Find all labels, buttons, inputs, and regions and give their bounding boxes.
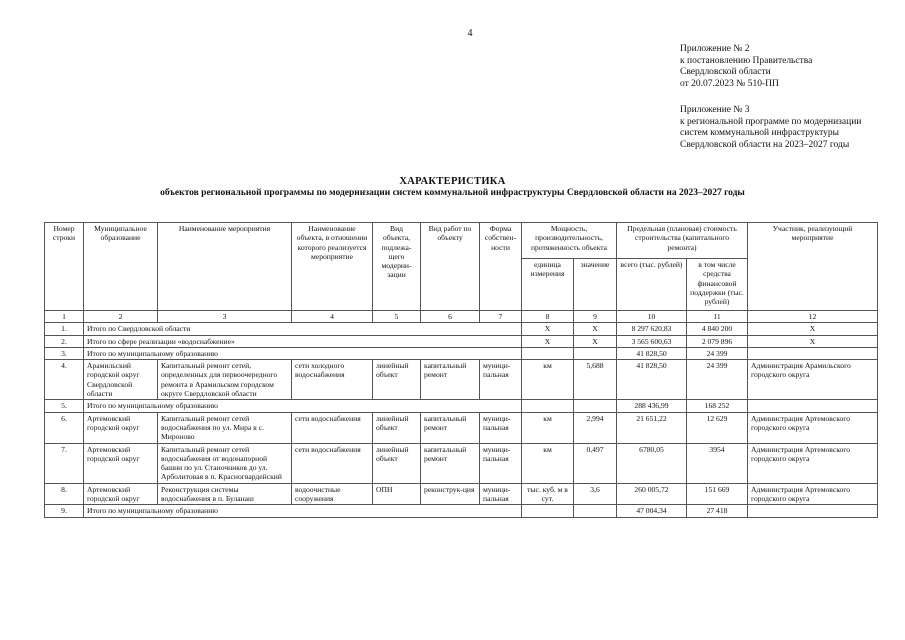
- cell-value: Х: [574, 335, 617, 347]
- row-number: 5.: [45, 400, 84, 412]
- cell-measure: Реконструкция системы водоснабжения в п. Буланаш: [158, 483, 292, 505]
- cell-total: 8 297 620,83: [617, 323, 687, 335]
- cell-participant: [748, 347, 878, 359]
- cell-unit: [522, 400, 574, 412]
- header-capacity: Мощность, производительность, протяженность объекта: [522, 223, 617, 259]
- row-label: Итого по муниципальному образованию: [84, 400, 522, 412]
- cell-works: капитальный ремонт: [421, 443, 480, 483]
- document-subtitle: объектов региональной программы по модернизации систем коммунальной инфраструктуры Свердловской области на 2023–2027 годы: [160, 188, 745, 198]
- column-number: 12: [748, 311, 878, 323]
- cell-unit: тыс. куб. м в сут.: [522, 483, 574, 505]
- column-number: 9: [574, 311, 617, 323]
- cell-unit: Х: [522, 335, 574, 347]
- table-row-total-sphere: [45, 335, 878, 347]
- column-number: 5: [373, 311, 421, 323]
- cell-value: 2,994: [574, 412, 617, 443]
- cell-object-type: ОПН: [373, 483, 421, 505]
- table-row: [45, 412, 878, 443]
- cell-unit: Х: [522, 323, 574, 335]
- cell-total: 21 651,22: [617, 412, 687, 443]
- cell-support: 3954: [687, 443, 748, 483]
- header-work-type: Вид работ по объекту: [421, 223, 480, 311]
- appendix-header-2: [680, 105, 861, 151]
- column-number: 8: [522, 311, 574, 323]
- cell-object: водоочистные сооружения: [292, 483, 373, 505]
- table-row-subtotal: [45, 400, 878, 412]
- row-number: 9.: [45, 505, 84, 517]
- cell-support: 2 079 896: [687, 335, 748, 347]
- row-label: Итого по сфере реализации «водоснабжение»: [84, 335, 522, 347]
- cell-ownership: муници-пальная: [480, 412, 522, 443]
- cell-support: 168 252: [687, 400, 748, 412]
- cell-municipality: Артемовский городской округ: [84, 412, 158, 443]
- cell-measure: Капитальный ремонт сетей водоснабжения по ул. Мира в с. Мироново: [158, 412, 292, 443]
- row-label: Итого по муниципальному образованию: [84, 505, 522, 517]
- cell-object: сети холодного водоснабжения: [292, 360, 373, 400]
- cell-value: [574, 400, 617, 412]
- appendix-line: Приложение № 3: [680, 105, 750, 115]
- table-row-total-region: [45, 323, 878, 335]
- cell-total: 260 005,72: [617, 483, 687, 505]
- table-row-subtotal: [45, 347, 878, 359]
- cell-total: 47 004,34: [617, 505, 687, 517]
- column-number: 11: [687, 311, 748, 323]
- column-number: 7: [480, 311, 522, 323]
- cell-participant: Администрация Арамильского городского округа: [748, 360, 878, 400]
- cell-municipality: Артемовский городской округ: [84, 443, 158, 483]
- cell-support: 4 840 200: [687, 323, 748, 335]
- cell-value: 0,497: [574, 443, 617, 483]
- cell-municipality: Артемовский городской округ: [84, 483, 158, 505]
- appendix-line: Свердловской области: [680, 67, 771, 77]
- cell-participant: Администрация Артемовского городского округа: [748, 443, 878, 483]
- cell-works: капитальный ремонт: [421, 412, 480, 443]
- header-row-number: Номер строки: [45, 223, 84, 311]
- cell-object-type: линейный объект: [373, 443, 421, 483]
- appendix-header-1: [680, 44, 812, 90]
- cell-ownership: муници-пальная: [480, 443, 522, 483]
- cell-participant: [748, 505, 878, 517]
- cell-measure: Капитальный ремонт сетей водоснабжения от водонапорной башни по ул. Станочников до ул. Арболитовая в п. Красногвардейский: [158, 443, 292, 483]
- cell-works: капитальный ремонт: [421, 360, 480, 400]
- cell-participant: Администрация Артемовского городского округа: [748, 483, 878, 505]
- cell-works: реконструк-ция: [421, 483, 480, 505]
- cell-unit: [522, 347, 574, 359]
- cell-unit: км: [522, 360, 574, 400]
- table-row: [45, 483, 878, 505]
- cell-value: [574, 347, 617, 359]
- column-number-row: [45, 311, 878, 323]
- column-number: 4: [292, 311, 373, 323]
- appendix-line: Приложение № 2: [680, 44, 750, 54]
- cell-value: 3,6: [574, 483, 617, 505]
- appendix-line: от 20.07.2023 № 510-ПП: [680, 78, 779, 89]
- characteristics-table: [44, 222, 878, 518]
- header-participant: Участник, реализующий мероприятие: [748, 223, 878, 311]
- column-number: 3: [158, 311, 292, 323]
- cell-participant: Х: [748, 335, 878, 347]
- cell-total: 288 436,99: [617, 400, 687, 412]
- cell-participant: Администрация Артемовского городского округа: [748, 412, 878, 443]
- cell-value: Х: [574, 323, 617, 335]
- cell-participant: Х: [748, 323, 878, 335]
- cell-total: 6780,05: [617, 443, 687, 483]
- row-label: Итого по Свердловской области: [84, 323, 522, 335]
- column-number: 1: [45, 311, 84, 323]
- cell-unit: [522, 505, 574, 517]
- cell-unit: км: [522, 443, 574, 483]
- cell-support: 12 629: [687, 412, 748, 443]
- column-number: 6: [421, 311, 480, 323]
- cell-support: 151 669: [687, 483, 748, 505]
- table-row: [45, 443, 878, 483]
- header-unit: единица измерения: [522, 259, 574, 311]
- cell-object-type: линейный объект: [373, 360, 421, 400]
- cell-support: 24 399: [687, 360, 748, 400]
- row-number: 4.: [45, 360, 84, 400]
- row-number: 2.: [45, 335, 84, 347]
- column-number: 10: [617, 311, 687, 323]
- row-number: 7.: [45, 443, 84, 483]
- cell-object: сети водоснабжения: [292, 443, 373, 483]
- header-value: значение: [574, 259, 617, 311]
- page-number: 4: [467, 28, 473, 39]
- cell-municipality: Арамильский городской округ Свердловской области: [84, 360, 158, 400]
- cell-object: сети водоснабжения: [292, 412, 373, 443]
- cell-support: 27 418: [687, 505, 748, 517]
- cell-value: 5,688: [574, 360, 617, 400]
- cell-participant: [748, 400, 878, 412]
- header-cost-total: всего (тыс. рублей): [617, 259, 687, 311]
- table-row-subtotal: [45, 505, 878, 517]
- header-ownership: Форма собствен-ности: [480, 223, 522, 311]
- appendix-line: Свердловской области на 2023–2027 годы: [680, 139, 850, 150]
- cell-total: 3 565 600,63: [617, 335, 687, 347]
- header-cost: Предельная (плановая) стоимость строительства (капитального ремонта): [617, 223, 748, 259]
- cell-total: 41 828,50: [617, 347, 687, 359]
- document-title: ХАРАКТЕРИСТИКА: [399, 176, 506, 187]
- appendix-line: к постановлению Правительства: [680, 55, 813, 66]
- appendix-line: к региональной программе по модернизации: [680, 116, 862, 127]
- cell-total: 41 828,50: [617, 360, 687, 400]
- column-number: 2: [84, 311, 158, 323]
- cell-unit: км: [522, 412, 574, 443]
- cell-ownership: муници-пальная: [480, 483, 522, 505]
- cell-value: [574, 505, 617, 517]
- cell-measure: Капитальный ремонт сетей, определенных для первоочередного ремонта в Арамильском городском округе Свердловской области: [158, 360, 292, 400]
- row-number: 3.: [45, 347, 84, 359]
- cell-object-type: линейный объект: [373, 412, 421, 443]
- header-object-name: Наименование объекта, в отношении которого реализуется мероприятие: [292, 223, 373, 311]
- table-row: [45, 360, 878, 400]
- header-object-type: Вид объекта, подлежа-щего модерни-зации: [373, 223, 421, 311]
- header-municipality: Муниципальное образование: [84, 223, 158, 311]
- cell-support: 24 399: [687, 347, 748, 359]
- cell-ownership: муници-пальная: [480, 360, 522, 400]
- row-number: 1.: [45, 323, 84, 335]
- row-number: 8.: [45, 483, 84, 505]
- header-cost-support: в том числе средства финансовой поддержки (тыс. рублей): [687, 259, 748, 311]
- header-measure: Наименование мероприятия: [158, 223, 292, 311]
- row-number: 6.: [45, 412, 84, 443]
- row-label: Итого по муниципальному образованию: [84, 347, 522, 359]
- appendix-line: систем коммунальной инфраструктуры: [680, 128, 840, 138]
